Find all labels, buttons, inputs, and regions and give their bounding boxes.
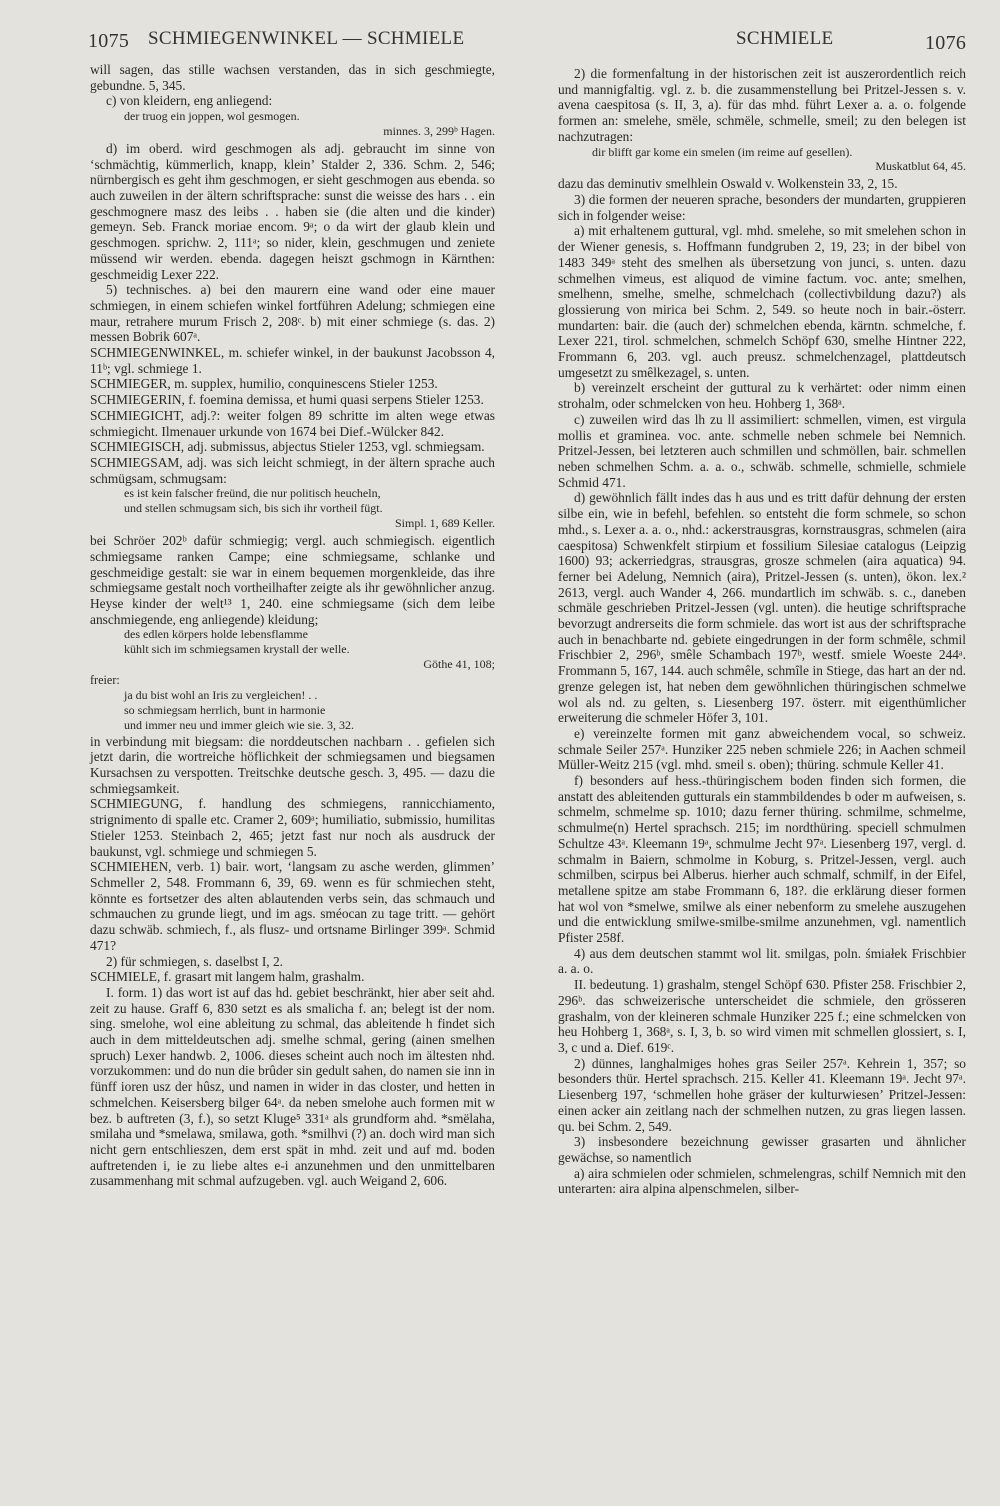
text-paragraph: 5) technisches. a) bei den maurern eine wand oder eine mauer schmiegen, in einem schiefen winkel fortführen Adelung; schmiegen eine maur, retrahere murum Frisch 2, 208ᶜ. b) mit einer schmiege (s. das. 2) messen Bobrik 607ᵃ.: [90, 282, 495, 345]
text-paragraph: d) im oberd. wird geschmogen als adj. gebraucht im sinne von ‘schmächtig, kümmerlich, knapp, klein’ Stalder 2, 336. Schm. 2, 546; nürnbergisch es geht ihm geschmogen, er sieht geschmogen aus ebenda. so auch zuweilen in der ältern schriftsprache: sunst die weisse des hars . . ein geschmognere masz des leibs . . haben sie (die alten und die kinder) gemeyn. Seb. Franck moriae encom. 9ᵃ; o da wirt der glaub klein und geschmogen. sprichw. 2, 111ᵃ; so nider, klein, geschmugen und zeniete müssend wir werden. ebenda. dagegen heiszt gschmogn in Kärnthen: geschmeidig Lexer 222.: [90, 140, 495, 282]
text-paragraph: f) besonders auf hess.-thüringischem boden finden sich formen, die anstatt des ableitenden gutturals ein stammbildendes b oder m aufweisen, s. schmelm, schmelme sp. 1010; dazu ferner thüring. schmilme, schmelme, schmulme(n) Hertel sprachsch. 215; im nordthüring. speciell schmulmen Schultze 43ᵃ. Kleemann 19ᵃ, schmulme Jecht 97ᵃ. Liesenberg 197, vergl. d. schmalm in Baiern, schmolme in Koburg, s. Pritzel-Jessen, vergl. auch schmilben, scirpus bei Alberus. hierher auch schmalf, schmilf, in der Eifel, metallene spitze am stabe Frommann 6, 18?. die erklärung dieser formen hat wol von *smelwe, smilwe als einer nebenform zu smelehe auszugehen und die entwicklung smilwe-smilbe-smilme anzunehmen, vgl. namentlich Pfister 258f.: [558, 773, 966, 946]
text-paragraph: a) aira schmielen oder schmielen, schmelengras, schilf Nemnich mit den unterarten: aira alpina alpenschmelen, silber-: [558, 1165, 966, 1197]
left-column: [90, 62, 495, 1189]
text-paragraph: 3) die formen der neueren sprache, besonders der mundarten, gruppieren sich in folgender weise:: [558, 192, 966, 223]
quotation-line: kühlt sich im schmiegsamen krystall der welle.: [124, 642, 350, 657]
quotation-line: und stellen schmugsam sich, bis sich ihr vortheil fügt.: [124, 501, 383, 516]
citation-source: Muskatblut 64, 45.: [875, 159, 966, 174]
quotation-line: und immer neu und immer gleich wie sie. 3, 32.: [124, 717, 354, 732]
quotation-line: so schmiegsam herrlich, bunt in harmonie: [124, 702, 326, 717]
text-paragraph: c) von kleidern, eng anliegend:: [106, 93, 273, 109]
text-paragraph: a) mit erhaltenem guttural, vgl. mhd. smelehe, so mit smelehen schon in der Wiener genesis, s. Hoffmann fundgruben 2, 19, 23; in der bibel von 1483 349ᵃ steht des smelhen als übersetzung von junci, s. unten. dazu schmelhen vimeus, est aliquod de vimine factum. voc. ante; smelhen, smelhenn, smelhe, smelhe, schmelchach (collectivbildung dazu?) als glossierung von mirica bei Schm. 2, 549. so heute noch in bair.-österr. mundarten: bair. die (auch der) schmelchen ebenda, kärntn. schmelche, f. Lexer 221, tirol. schmelchen, schmelch Schöpf 630, smelhe Hintner 222, Frommann 6, 203. vgl. auch preusz. schmelchenzagel, plattdeutsch umgesetzt zu smêlkezagel, s. unten.: [558, 223, 966, 380]
text-paragraph: d) gewöhnlich fällt indes das h aus und es tritt dafür dehnung der ersten silbe ein, wie in befehl, befehlen. so entsteht die form schmele, so schon mhd., s. Lexer a. a. o., nhd.: ackerstrausgras, kornstrausgras, schmelen (aira caespitosa) Schwenkfelt stirpium et fossilium Silesiae catalogus (Leipzig 1600) 93; ackerriedgras, strausgras, grosze schmelen (aira aquatica) 94. ferner bei Adelung, Nemnich (aira), Pritzel-Jessen (s. unten), ökon. lex.² 2613, vergl. auch Wander 4, 266. mundartlich im schwäb. s. c., daneben schmäle geschrieben Pritzel-Jessen (vgl. unten). die heutige schriftsprache bevorzugt andrerseits die form schmiele. das wort ist aus der schriftsprache auch in benachbarte nd. gebiete eingedrungen in der form schmêle, schmil Frischbier 2, 296ᵇ, smêle Schambach 197ᵇ, westf. smiele Woeste 244ᵃ. Frommann 5, 167, 144. auch schmêle, schmîle in Stiege, das hart an der nd. grenze gelegen ist, hat neben dem gewöhnlichen thüringischen schmelwe wol als nd. zu gelten, s. Liesenberg 197. österr. mit eigenthümlicher erweiterung die schmeler Höfer 3, 101.: [558, 490, 966, 726]
citation-source: Simpl. 1, 689 Keller.: [395, 516, 495, 531]
text-paragraph: e) vereinzelte formen mit ganz abweichendem vocal, so schweiz. schmale Seiler 257ᵃ. Hunziker 225 neben schmiele 226; in Aachen schmeil Müller-Weitz 215 (vgl. mhd. smeil s. oben); thüring. schmule Keller 41.: [558, 725, 966, 773]
text-paragraph: b) vereinzelt erscheint der guttural zu k verhärtet: oder nimm einen strohalm, oder schmelcken von heu. Hohberg 1, 368ᵃ.: [558, 380, 966, 412]
text-paragraph: bei Schröer 202ᵇ dafür schmiegig; vergl. auch schmiegisch. eigentlich schmiegsame ranken Campe; eine schmiegsame, schlanke und geschmeidige gestalt: sie war in einem bequemen morgenkleide, das ihre schmiegsame gestalt noch vortheilhafter zeigte als ihr gewöhnlicher anzug. Heyse kinder der welt¹³ 1, 240. eine schmiegsame (sich dem leibe anschmiegende, eng anliegende) kleidung;: [90, 533, 495, 627]
dictionary-entry: SCHMIELE, f. grasart mit langem halm, grashalm.: [90, 969, 365, 985]
dictionary-entry: SCHMIEGUNG, f. handlung des schmiegens, rannicchiamento, strignimento di spalle etc. Cramer 2, 609ᵃ; humiliatio, submissio, humilitas Stieler 1253. Steinbach 2, 465; jetzt fast nur noch als ausdruck der baukunst, vgl. schmiege und schmiegen 5.: [90, 796, 495, 859]
dictionary-entry: SCHMIEGISCH, adj. submissus, abjectus Stieler 1253, vgl. schmiegsam.: [90, 439, 485, 455]
text-paragraph: in verbindung mit biegsam: die norddeutschen nachbarn . . gefielen sich jetzt darin, die wortreiche höflichkeit der schmiegsamen und biegsamen Kursachsen zu verspotten. Treitschke deutsche gesch. 3, 495. — dazu die schmiegsamkeit.: [90, 733, 495, 796]
speaker-label: freier:: [90, 673, 120, 688]
text-paragraph: dazu das deminutiv smelhlein Oswald v. Wolkenstein 33, 2, 15.: [558, 176, 898, 192]
dictionary-entry: SCHMIEGERIN, f. foemina demissa, et humi quasi serpens Stieler 1253.: [90, 392, 484, 408]
running-title-right: SCHMIELE: [736, 28, 834, 49]
dictionary-entry: SCHMIEHEN, verb. 1) bair. wort, ‘langsam zu asche werden, glimmen’ Schmeller 2, 548. Frommann 6, 39, 69. wenn es für schmiechen steht, könnte es fortsetzer des alten ablautenden verbs sein, das schmauch und schmauchen zu grunde liegt, und im ags. sméocan zu tage tritt. — gehört dazu schwäb. schmiech, f., als flusz- und ortsname Birlinger 399ᵃ. Schmid 471?: [90, 859, 495, 953]
citation-source: Göthe 41, 108;: [423, 657, 495, 672]
quotation-line: ja du bist wohl an Iris zu vergleichen! . .: [124, 687, 318, 702]
dictionary-entry: SCHMIEGSAM, adj. was sich leicht schmiegt, in der ältern sprache auch schmügsam, schmugsam:: [90, 454, 495, 486]
page-header: [0, 26, 1000, 56]
dictionary-entry: SCHMIEGICHT, adj.?: weiter folgen 89 schritte im alten wege etwas schmiegicht. Ilmenauer urkunde von 1674 bei Dief.-Wülcker 842.: [90, 407, 495, 439]
right-column: [558, 66, 966, 1197]
citation-source: minnes. 3, 299ᵇ Hagen.: [383, 124, 495, 139]
text-paragraph: I. form. 1) das wort ist auf das hd. gebiet beschränkt, hier aber seit ahd. zeit zu hause. Graff 6, 830 setzt es als smalicha f. an; belegt ist der nom. sing. smelohe, wol eine ableitung zu schmal, das ableitende h findet sich auch in dem mitteldeutschen adj. smelhe schmal, gering (ainen smelhen spruch) Lexer handwb. 2, 1006. dieses scheint auch noch im ältesten nhd. vorzukommen: und do nun die brûder sin gedult sahen, do namen sie inn in fünff ioren usz der hûsz, und namen in wider in das closter, und hetten in schmelchen. Keisersberg bilger 64ᵃ. da neben smelohe auch formen mit w bez. b auftreten (3, f.), so setzt Kluge⁵ 331ᵃ als grundform ahd. *smëlaha, smilaha und *smelawa, smilawa, goth. *smilhvi (?) an. doch wird man sich nicht gern entschlieszen, dem erst spät in mhd. zeit und auf md. boden auftretenden i, ie zu liebe altes e-i anzunehmen und den unmittelbaren zusammenhang mit schmal aufzugeben. vgl. auch Weigand 2, 606.: [90, 984, 495, 1189]
quotation-line: der truog ein joppen, wol gesmogen.: [124, 109, 300, 124]
quotation-line: es ist kein falscher freünd, die nur politisch heucheln,: [124, 486, 381, 501]
text-paragraph: 2) dünnes, langhalmiges hohes gras Seiler 257ᵃ. Kehrein 1, 357; so besonders thür. Hertel sprachsch. 215. Keller 41. Kleemann 19ᵃ. Jecht 97ᵃ. Liesenberg 197, ‘schmellen hohe gräser der kulturwiesen’ Pritzel-Jessen: einen acker ain zeitlang nach der schmelhen nutzen, zu gras liegen lassen. qu. bei Schm. 2, 549.: [558, 1055, 966, 1134]
text-paragraph: c) zuweilen wird das lh zu ll assimiliert: schmellen, vimen, est virgula mollis et graminea. voc. ante. schmelle neben schmele bei Nemnich. Pritzel-Jessen, bei letzteren auch schmillen und schmöllen, bair. schmellen neben schmelhen Schm. a. a. o., schwäb. schmelle, schmielle, schmiele Schmid 471.: [558, 411, 966, 490]
quotation-line: des edlen körpers holde lebensflamme: [124, 627, 308, 642]
dictionary-entry: SCHMIEGER, m. supplex, humilio, conquinescens Stieler 1253.: [90, 376, 438, 392]
text-paragraph: will sagen, das stille wachsen verstanden, das in sich geschmiegte, gebundne. 5, 345.: [90, 62, 495, 93]
text-paragraph: II. bedeutung. 1) grashalm, stengel Schöpf 630. Pfister 258. Frischbier 2, 296ᵇ. das schweizerische unterscheidet die schmiele, den grösseren grashalm, von der kleineren schmale Hunziker 225 f.; eine schmelcken von heu Hohberg 1, 368ᵃ, s. I, 3, b. so wird vimen mit schmellen glossiert, s. I, 3, c und a. Dief. 619ᶜ.: [558, 977, 966, 1055]
text-paragraph: 2) für schmiegen, s. daselbst I, 2.: [106, 953, 284, 969]
page-number-right: 1076: [925, 32, 967, 54]
text-paragraph: 4) aus dem deutschen stammt wol lit. smilgas, poln. śmiałek Frischbier a. a. o.: [558, 945, 966, 977]
quotation-line: dir blifft gar kome ein smelen (im reime auf gesellen).: [592, 144, 853, 159]
text-paragraph: 2) die formenfaltung in der historischen zeit ist auszerordentlich reich und mannigfaltig. vgl. z. b. die zusammenstellung bei Pritzel-Jessen s. v. avena caespitosa (s. II, 3, a). für das mhd. führt Lexer a. a. o. folgende formen an: smelehe, smële, schmële, schmelle, smeil; zu den belegen ist nachzutragen:: [558, 66, 966, 144]
dictionary-entry: SCHMIEGENWINKEL, m. schiefer winkel, in der baukunst Jacobsson 4, 11ᵇ; vgl. schmiege 1.: [90, 345, 495, 376]
page-number-left: 1075: [88, 30, 130, 52]
text-paragraph: 3) insbesondere bezeichnung gewisser grasarten und ähnlicher gewächse, so namentlich: [558, 1134, 966, 1165]
running-title-left: SCHMIEGENWINKEL — SCHMIELE: [148, 28, 465, 49]
